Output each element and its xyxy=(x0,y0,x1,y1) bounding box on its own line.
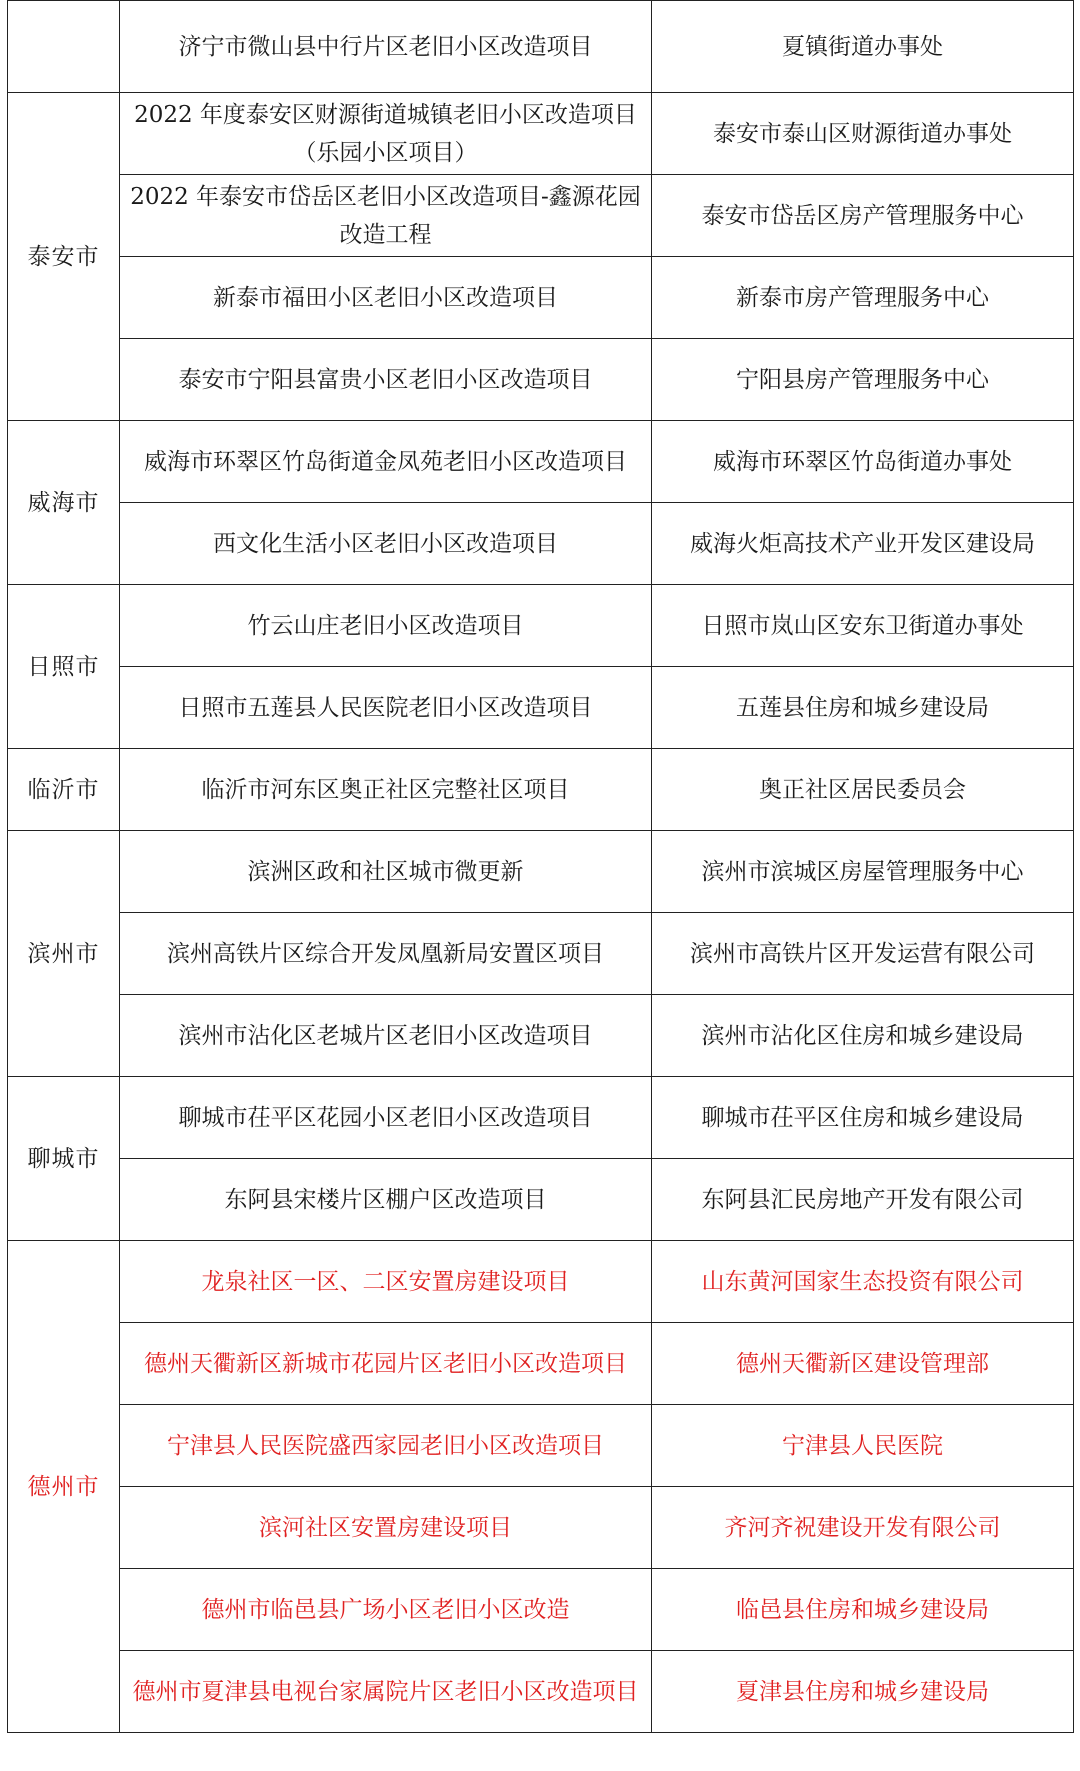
city-cell: 德州市 xyxy=(8,1241,120,1733)
unit-cell: 临邑县住房和城乡建设局 xyxy=(652,1569,1074,1651)
project-cell: 竹云山庄老旧小区改造项目 xyxy=(120,585,652,667)
unit-cell: 滨州市沾化区住房和城乡建设局 xyxy=(652,995,1074,1077)
unit-cell: 威海市环翠区竹岛街道办事处 xyxy=(652,421,1074,503)
unit-cell: 泰安市泰山区财源街道办事处 xyxy=(652,93,1074,175)
project-cell: 威海市环翠区竹岛街道金凤苑老旧小区改造项目 xyxy=(120,421,652,503)
table-row xyxy=(8,995,1074,1077)
unit-cell: 滨州市滨城区房屋管理服务中心 xyxy=(652,831,1074,913)
table-row xyxy=(8,585,1074,667)
table-row xyxy=(8,1,1074,93)
table-row-highlighted xyxy=(8,1405,1074,1487)
unit-cell: 威海火炬高技术产业开发区建设局 xyxy=(652,503,1074,585)
project-cell: 聊城市茌平区花园小区老旧小区改造项目 xyxy=(120,1077,652,1159)
unit-cell: 山东黄河国家生态投资有限公司 xyxy=(652,1241,1074,1323)
project-cell: 龙泉社区一区、二区安置房建设项目 xyxy=(120,1241,652,1323)
project-cell: 日照市五莲县人民医院老旧小区改造项目 xyxy=(120,667,652,749)
table-row-highlighted xyxy=(8,1241,1074,1323)
project-cell: 东阿县宋楼片区棚户区改造项目 xyxy=(120,1159,652,1241)
project-cell: 宁津县人民医院盛西家园老旧小区改造项目 xyxy=(120,1405,652,1487)
project-cell: 泰安市宁阳县富贵小区老旧小区改造项目 xyxy=(120,339,652,421)
table-row xyxy=(8,257,1074,339)
unit-cell: 齐河齐祝建设开发有限公司 xyxy=(652,1487,1074,1569)
table-row-highlighted xyxy=(8,1323,1074,1405)
project-cell: 德州市临邑县广场小区老旧小区改造 xyxy=(120,1569,652,1651)
city-cell: 聊城市 xyxy=(8,1077,120,1241)
project-cell: 2022 年度泰安区财源街道城镇老旧小区改造项目（乐园小区项目） xyxy=(120,93,652,175)
unit-cell: 泰安市岱岳区房产管理服务中心 xyxy=(652,175,1074,257)
table-row-highlighted xyxy=(8,1487,1074,1569)
city-cell: 滨州市 xyxy=(8,831,120,1077)
city-cell: 临沂市 xyxy=(8,749,120,831)
table-row xyxy=(8,667,1074,749)
unit-cell: 夏镇街道办事处 xyxy=(652,1,1074,93)
project-cell: 滨州市沾化区老城片区老旧小区改造项目 xyxy=(120,995,652,1077)
project-cell: 德州天衢新区新城市花园片区老旧小区改造项目 xyxy=(120,1323,652,1405)
city-cell: 威海市 xyxy=(8,421,120,585)
project-cell: 临沂市河东区奥正社区完整社区项目 xyxy=(120,749,652,831)
unit-cell: 日照市岚山区安东卫街道办事处 xyxy=(652,585,1074,667)
project-cell: 济宁市微山县中行片区老旧小区改造项目 xyxy=(120,1,652,93)
unit-cell: 奥正社区居民委员会 xyxy=(652,749,1074,831)
project-cell: 滨州高铁片区综合开发凤凰新局安置区项目 xyxy=(120,913,652,995)
unit-cell: 宁阳县房产管理服务中心 xyxy=(652,339,1074,421)
unit-cell: 东阿县汇民房地产开发有限公司 xyxy=(652,1159,1074,1241)
table-row xyxy=(8,1159,1074,1241)
unit-cell: 滨州市高铁片区开发运营有限公司 xyxy=(652,913,1074,995)
unit-cell: 五莲县住房和城乡建设局 xyxy=(652,667,1074,749)
table-row-highlighted xyxy=(8,1651,1074,1733)
project-cell: 德州市夏津县电视台家属院片区老旧小区改造项目 xyxy=(120,1651,652,1733)
unit-cell: 聊城市茌平区住房和城乡建设局 xyxy=(652,1077,1074,1159)
project-cell: 滨河社区安置房建设项目 xyxy=(120,1487,652,1569)
projects-table xyxy=(7,0,1074,1733)
table-row xyxy=(8,831,1074,913)
city-cell: 日照市 xyxy=(8,585,120,749)
table-row-highlighted xyxy=(8,1569,1074,1651)
city-cell: 泰安市 xyxy=(8,93,120,421)
project-cell: 2022 年泰安市岱岳区老旧小区改造项目-鑫源花园改造工程 xyxy=(120,175,652,257)
unit-cell: 夏津县住房和城乡建设局 xyxy=(652,1651,1074,1733)
table-row xyxy=(8,1077,1074,1159)
project-cell: 新泰市福田小区老旧小区改造项目 xyxy=(120,257,652,339)
table-row xyxy=(8,913,1074,995)
table-row xyxy=(8,175,1074,257)
table-row xyxy=(8,93,1074,175)
table-row xyxy=(8,421,1074,503)
unit-cell: 新泰市房产管理服务中心 xyxy=(652,257,1074,339)
table-row xyxy=(8,749,1074,831)
project-cell: 滨洲区政和社区城市微更新 xyxy=(120,831,652,913)
unit-cell: 宁津县人民医院 xyxy=(652,1405,1074,1487)
city-cell xyxy=(8,1,120,93)
table-row xyxy=(8,339,1074,421)
unit-cell: 德州天衢新区建设管理部 xyxy=(652,1323,1074,1405)
table-row xyxy=(8,503,1074,585)
project-cell: 西文化生活小区老旧小区改造项目 xyxy=(120,503,652,585)
